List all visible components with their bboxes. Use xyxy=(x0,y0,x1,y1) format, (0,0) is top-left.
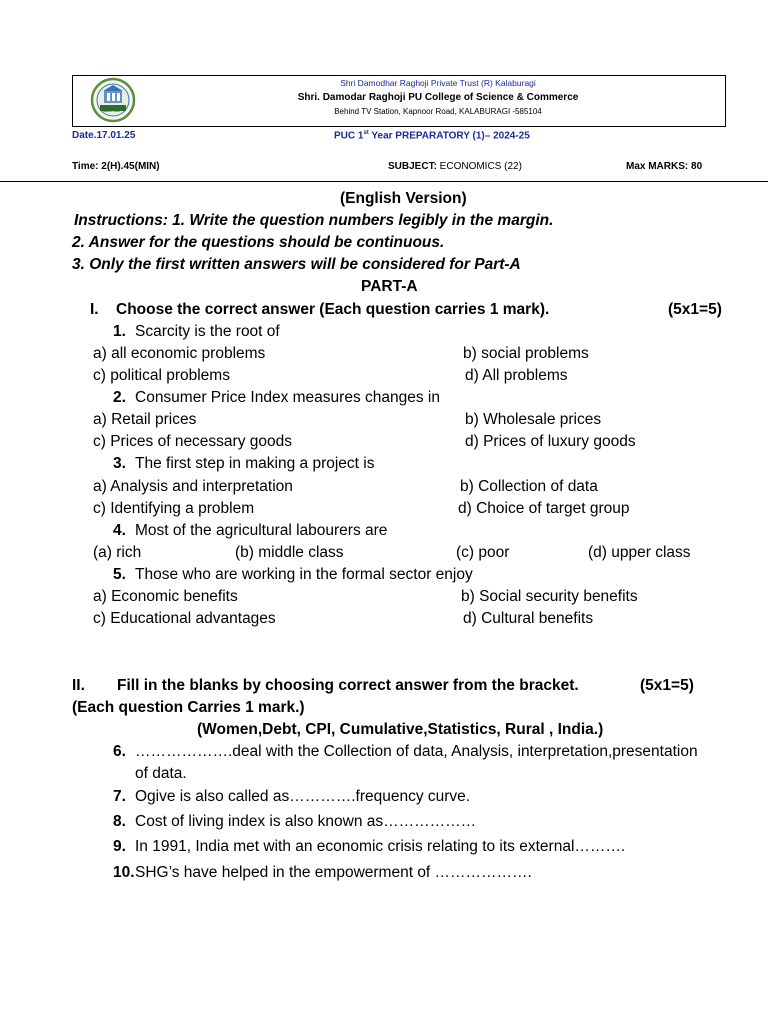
exam-title xyxy=(334,130,530,141)
question-2-option-c: c) Prices of necessary goods xyxy=(93,433,293,450)
question-4-option-a: (a) rich xyxy=(93,544,142,561)
question-9-number: 9. xyxy=(113,838,126,855)
question-6-number: 6. xyxy=(113,743,126,760)
section2-number: II. xyxy=(72,677,85,694)
question-1-option-a: a) all economic problems xyxy=(93,345,266,362)
exam-subject xyxy=(388,161,522,172)
question-8-text: Cost of living index is also known as……………… xyxy=(135,813,477,830)
question-9-text: In 1991, India met with an economic crisis relating to its external………. xyxy=(135,838,626,855)
section1-title: Choose the correct answer (Each question carries 1 mark). xyxy=(116,301,550,318)
question-1-option-d: d) All problems xyxy=(465,367,568,384)
question-8-number: 8. xyxy=(113,813,126,830)
question-3-option-d: d) Choice of target group xyxy=(458,500,630,517)
section2-options: (Women,Debt, CPI, Cumulative,Statistics, Rural , India.) xyxy=(197,721,604,738)
instruction-3: 3. Only the first written answers will be considered for Part-A xyxy=(72,256,521,273)
max-marks: Max MARKS: 80 xyxy=(626,161,703,172)
question-3-option-b: b) Collection of data xyxy=(460,478,598,495)
question-4-option-c: (c) poor xyxy=(456,544,510,561)
logo-text: SDRPUC xyxy=(103,108,120,113)
question-5-option-c: c) Educational advantages xyxy=(93,610,276,627)
question-2-number: 2. xyxy=(113,389,126,406)
question-10-text: SHG’s have helped in the empowerment of ………………. xyxy=(135,864,532,881)
section2-subtitle: (Each question Carries 1 mark.) xyxy=(72,699,305,716)
subject-value: ECONOMICS (22) xyxy=(436,161,522,172)
college-logo xyxy=(74,76,152,124)
version-label: (English Version) xyxy=(340,190,467,207)
part-a-heading: PART-A xyxy=(361,278,418,295)
section2-title: Fill in the blanks by choosing correct answer from the bracket. xyxy=(117,677,579,694)
question-5-option-d: d) Cultural benefits xyxy=(463,610,594,627)
question-2-option-d: d) Prices of luxury goods xyxy=(465,433,636,450)
question-3-text: The first step in making a project is xyxy=(135,455,375,472)
instruction-2: 2. Answer for the questions should be continuous. xyxy=(72,234,445,251)
exam-time: Time: 2(H).45(MIN) xyxy=(72,161,160,172)
question-2-option-a: a) Retail prices xyxy=(93,411,197,428)
college-name: Shri. Damodar Raghoji PU College of Science & Commerce xyxy=(297,92,579,103)
question-5-text: Those who are working in the formal sector enjoy xyxy=(135,566,473,583)
question-5-option-a: a) Economic benefits xyxy=(93,588,238,605)
question-7-text: Ogive is also called as………….frequency curve. xyxy=(135,788,471,805)
question-1-option-b: b) social problems xyxy=(463,345,589,362)
question-1-text: Scarcity is the root of xyxy=(135,323,280,340)
question-2-text: Consumer Price Index measures changes in xyxy=(135,389,440,406)
exam-title-sup: st xyxy=(363,130,369,136)
subject-label: SUBJECT: xyxy=(388,161,437,172)
question-2-option-b: b) Wholesale prices xyxy=(465,411,602,428)
question-1-number: 1. xyxy=(113,323,126,340)
question-4-option-b: (b) middle class xyxy=(235,544,344,561)
question-3-option-c: c) Identifying a problem xyxy=(93,500,255,517)
header-divider xyxy=(0,181,768,182)
question-4-number: 4. xyxy=(113,522,126,539)
exam-date: Date.17.01.25 xyxy=(72,130,136,141)
question-3-option-a: a) Analysis and interpretation xyxy=(93,478,293,495)
instruction-1: Instructions: 1. Write the question numbers legibly in the margin. xyxy=(74,212,554,229)
question-5-number: 5. xyxy=(113,566,126,583)
trust-name: Shri Damodhar Raghoji Private Trust (R) Kalaburagi xyxy=(340,78,536,88)
section1-marks: (5x1=5) xyxy=(668,301,722,318)
section2-marks: (5x1=5) xyxy=(640,677,694,694)
question-10-number: 10. xyxy=(113,864,135,881)
exam-title-prefix: PUC 1 xyxy=(334,130,364,142)
question-1-option-c: c) political problems xyxy=(93,367,230,384)
question-7-number: 7. xyxy=(113,788,126,805)
question-4-option-d: (d) upper class xyxy=(588,544,691,561)
question-4-text: Most of the agricultural labourers are xyxy=(135,522,388,539)
question-5-option-b: b) Social security benefits xyxy=(461,588,638,605)
exam-title-suffix: Year PREPARATORY (1)– 2024-25 xyxy=(368,130,530,142)
question-3-number: 3. xyxy=(113,455,126,472)
college-address: Behind TV Station, Kapnoor Road, KALABURAGI -585104 xyxy=(334,107,542,116)
section1-number: I. xyxy=(90,301,99,318)
question-6-text-cont: of data. xyxy=(135,765,187,782)
question-6-text: ……………….deal with the Collection of data, Analysis, interpretation,presentation xyxy=(135,743,698,760)
